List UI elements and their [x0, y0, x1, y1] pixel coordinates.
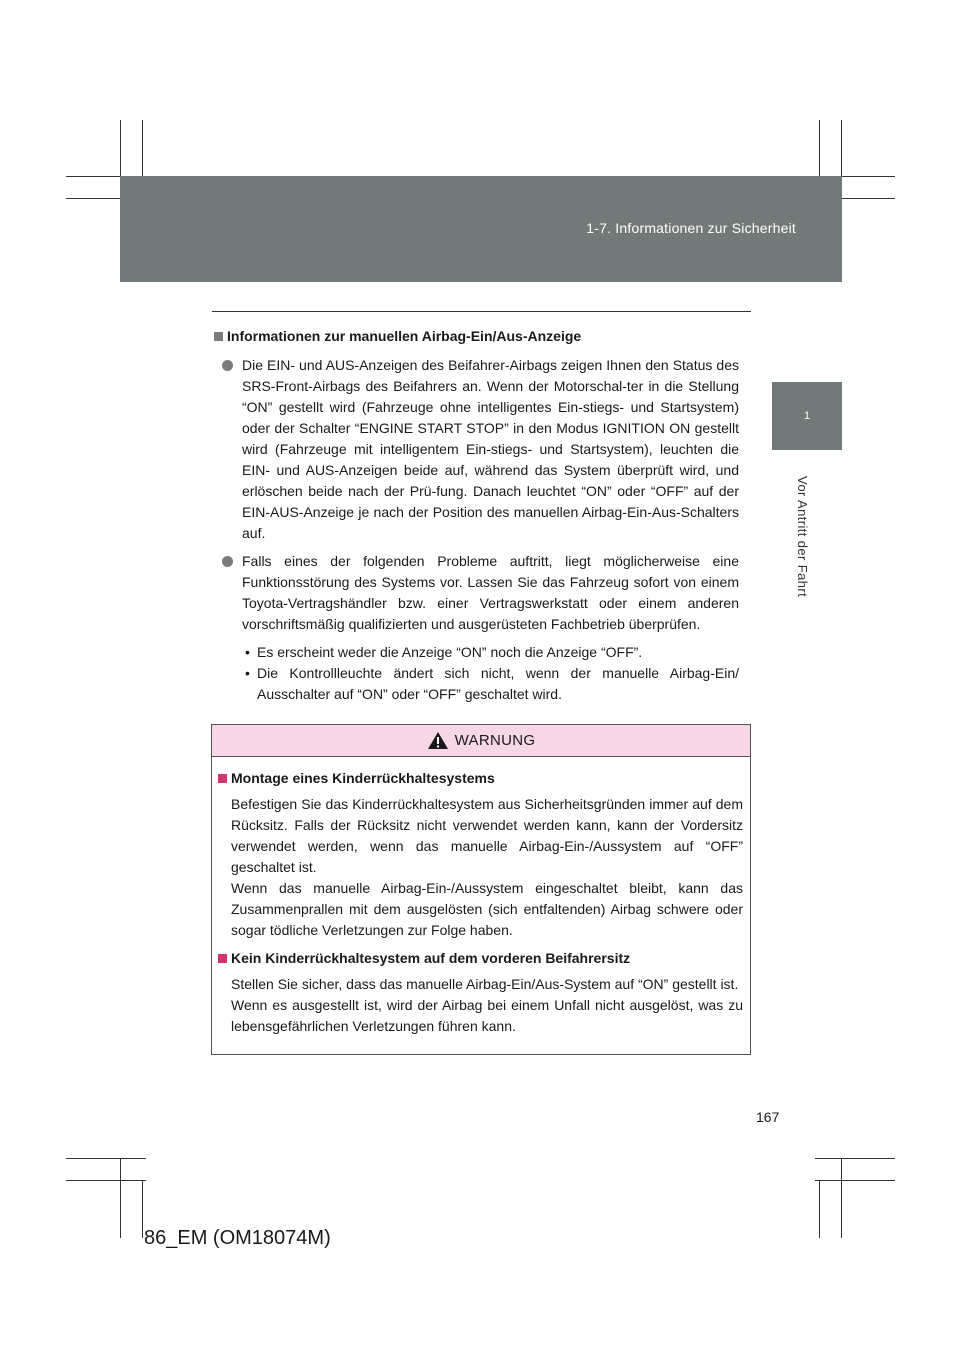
circle-bullet-icon [222, 556, 233, 567]
chapter-title: Vor Antritt der Fahrt [795, 476, 810, 598]
dot-bullet: • [245, 644, 250, 660]
chapter-tab [772, 382, 842, 450]
dot-bullet: • [245, 665, 250, 681]
square-bullet-icon [218, 954, 227, 963]
top-rule [212, 311, 751, 312]
warning-box [211, 724, 751, 1055]
crop-mark [841, 1158, 842, 1238]
crop-mark [142, 1180, 143, 1238]
warning-body [212, 757, 750, 1037]
crop-mark [66, 1180, 146, 1181]
square-bullet-icon [214, 332, 223, 341]
warning-heading: Montage eines Kinderrückhaltesystems [218, 768, 743, 789]
paragraph: Die EIN- und AUS-Anzeigen des Beifahrer-Airbags zeigen Ihnen den Status des SRS-Front-Airbags des Beifahrers an. Wenn der Motorschal-ter in die Stellung “ON” gestellt wird (Fahrzeuge ohne intelligentes Ein-stiegs- und Startsystem) oder der Schalter “ENGINE START STOP” in den Modus IGNITION ON gestellt wird (Fahrzeuge mit intelligentem Ein-stiegs- und Startsystem), leuchten die EIN- und AUS-Anzeigen beide auf, während das System überprüft wird, und erlöschen beide nach der Prü-fung. Danach leuchtet “ON” oder “OFF” auf der EIN-AUS-Anzeige je nach der Position des manuellen Airbag-Ein-Aus-Schalters auf. [214, 355, 739, 544]
warning-text: Befestigen Sie das Kinderrückhaltesystem aus Sicherheitsgründen immer auf dem Rücksitz. Falls der Rücksitz nicht verwendet werden kann, kann der Vordersitz verwendet werden, wenn das manuelle Airbag-Ein-/Aussystem auf “OFF” geschaltet ist. Wenn das manuelle Airbag-Ein-/Aussystem eingeschaltet bleibt, kann das Zusammenprallen mit dem ausgelösten (sich entfaltenden) Airbag schwere oder sogar tödliche Verletzungen zur Folge haben. [231, 796, 743, 938]
square-bullet-icon [218, 774, 227, 783]
section-heading: Informationen zur manuellen Airbag-Ein/Aus-Anzeige [214, 326, 739, 347]
warning-header [212, 725, 750, 757]
paragraph: Falls eines der folgenden Probleme auftritt, liegt möglicherweise eine Funktionsstörung des Systems vor. Lassen Sie das Fahrzeug sofort von einem Toyota-Vertragshändler bzw. einer Vertragswerkstatt oder einem anderen vorschriftsmäßig qualifizierten und ausgerüsteten Fachbetrieb überprüfen. [214, 551, 739, 635]
list-item: • Es erscheint weder die Anzeige “ON” noch die Anzeige “OFF”. [214, 642, 739, 663]
warning-triangle-icon [427, 731, 449, 750]
crop-mark [815, 1158, 895, 1159]
main-content [214, 326, 739, 705]
warning-heading: Kein Kinderrückhaltesystem auf dem vorderen Beifahrersitz [218, 948, 743, 969]
document-code: 86_EM (OM18074M) [144, 1227, 331, 1249]
list-item: • Die Kontrollleuchte ändert sich nicht, wenn der manuelle Airbag-Ein/ Ausschalter auf “ON” oder “OFF” geschaltet wird. [245, 665, 739, 702]
warning-text: Stellen Sie sicher, dass das manuelle Airbag-Ein/Aus-System auf “ON” gestellt ist. Wenn es ausgestellt ist, wird der Airbag bei einem Unfall nicht ausgelöst, was zu lebensgefährlichen Verletzungen führen kann. [231, 976, 743, 1034]
crop-mark [120, 1158, 121, 1238]
crop-mark [815, 1180, 895, 1181]
circle-bullet-icon [222, 360, 233, 371]
warning-title: WARNUNG [454, 732, 536, 749]
chapter-number: 1 [803, 410, 811, 422]
header-band [120, 176, 842, 282]
crop-mark [819, 1180, 820, 1238]
page-number: 167 [756, 1109, 780, 1125]
section-title: 1-7. Informationen zur Sicherheit [586, 220, 796, 236]
crop-mark [66, 1158, 146, 1159]
